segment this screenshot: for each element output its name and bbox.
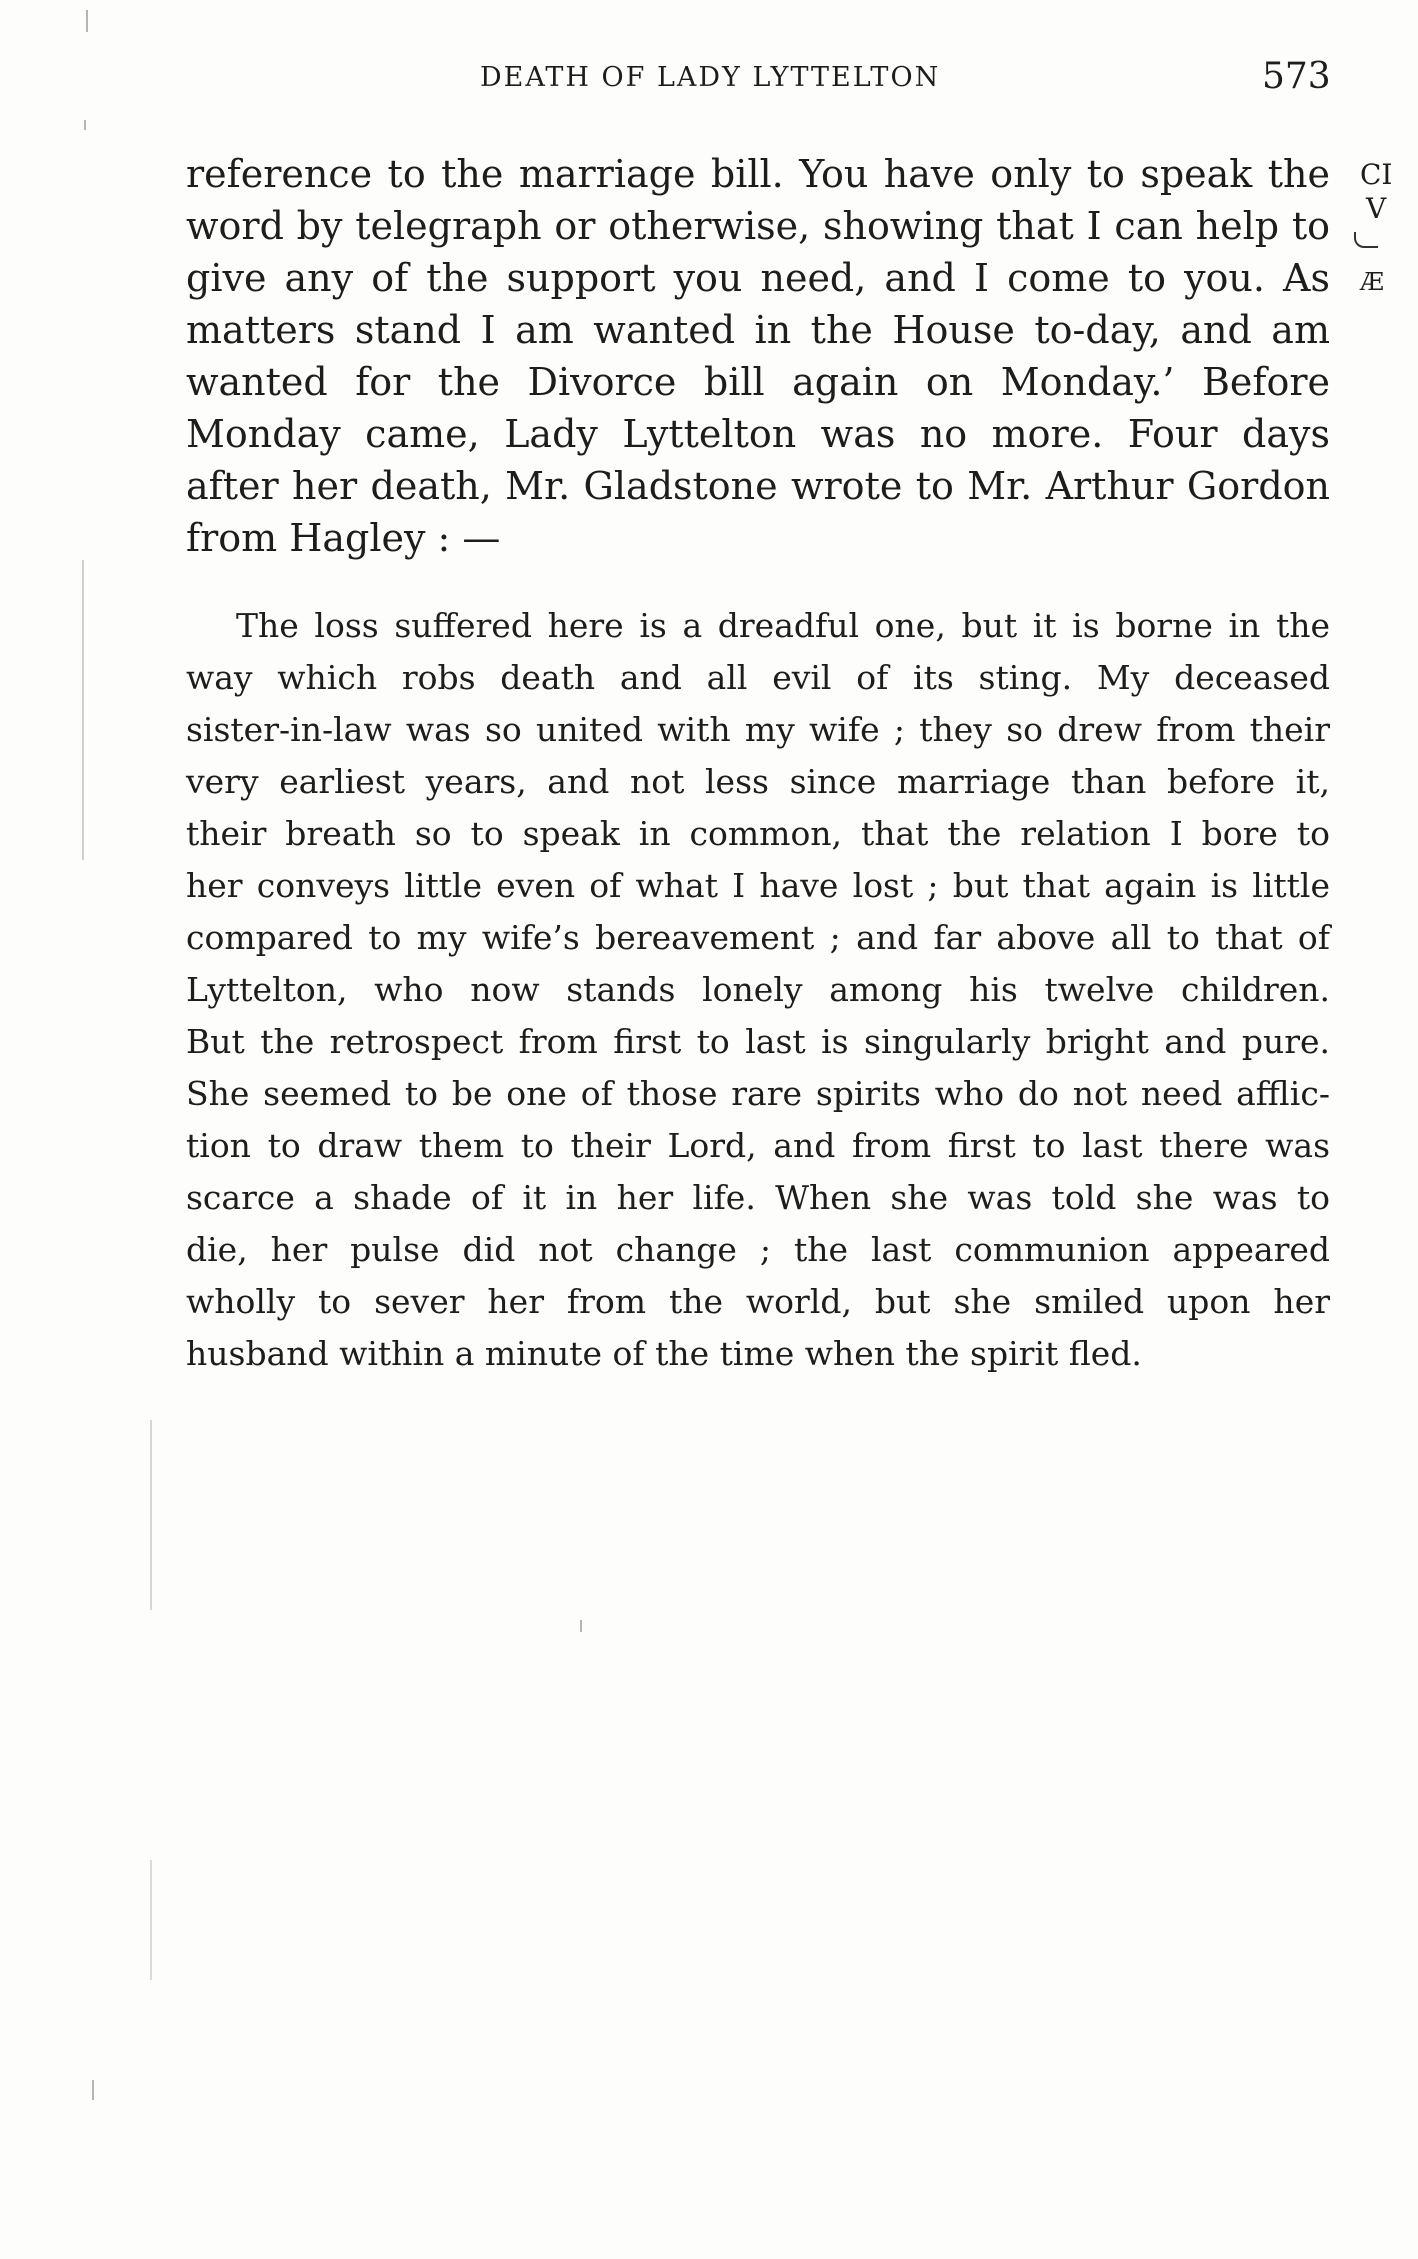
quote-line: tion to draw them to their Lord, and from first to last there was <box>186 1126 1330 1165</box>
speck <box>150 1420 152 1610</box>
page-number: 573 <box>1262 56 1331 97</box>
quote-line: sister-in-law was so united with my wife ; they so drew from their <box>186 710 1330 749</box>
text-line: reference to the marriage bill. You have only to speak the <box>186 152 1330 196</box>
header-title: DEATH OF LADY LYTTELTON <box>480 62 941 93</box>
quote-line: way which robs death and all evil of its sting. My deceased <box>186 658 1330 697</box>
speck <box>580 1620 582 1632</box>
text-line: from Hagley : — <box>186 516 501 560</box>
quote-line: She seemed to be one of those rare spirits who do not need afflic- <box>186 1074 1330 1113</box>
speck <box>92 2080 94 2100</box>
text-line: Monday came, Lady Lyttelton was no more. Four days <box>186 412 1330 456</box>
quote-line: The loss suffered here is a dreadful one, but it is borne in the <box>236 606 1330 645</box>
text-line: word by telegraph or otherwise, showing that I can help to <box>186 204 1330 248</box>
quote-line: Lyttelton, who now stands lonely among his twelve children. <box>186 970 1330 1009</box>
quote-line: husband within a minute of the time when the spirit fled. <box>186 1334 1142 1373</box>
text-line: give any of the support you need, and I come to you. As <box>186 256 1330 300</box>
quote-line: her conveys little even of what I have lost ; but that again is little <box>186 866 1330 905</box>
speck <box>86 10 88 32</box>
speck <box>150 1860 152 1980</box>
quote-line: scarce a shade of it in her life. When she was told she was to <box>186 1178 1330 1217</box>
quote-line: compared to my wife’s bereavement ; and far above all to that of <box>186 918 1330 957</box>
text-line: after her death, Mr. Gladstone wrote to Mr. Arthur Gordon <box>186 464 1330 508</box>
text-line: wanted for the Divorce bill again on Monday.’ Before <box>186 360 1330 404</box>
quote-line: die, her pulse did not change ; the last communion appeared <box>186 1230 1330 1269</box>
text-line: matters stand I am wanted in the House to-day, and am <box>186 308 1330 352</box>
margin-note: Æ <box>1360 268 1385 296</box>
margin-note: V <box>1366 192 1387 225</box>
speck <box>84 120 86 130</box>
margin-note: CI <box>1360 158 1393 191</box>
quote-line: wholly to sever her from the world, but she smiled upon her <box>186 1282 1330 1321</box>
quote-line: their breath so to speak in common, that the relation I bore to <box>186 814 1330 853</box>
speck <box>82 560 84 860</box>
margin-bracket <box>1354 232 1378 248</box>
quote-line: But the retrospect from first to last is singularly bright and pure. <box>186 1022 1330 1061</box>
quote-line: very earliest years, and not less since marriage than before it, <box>186 762 1330 801</box>
